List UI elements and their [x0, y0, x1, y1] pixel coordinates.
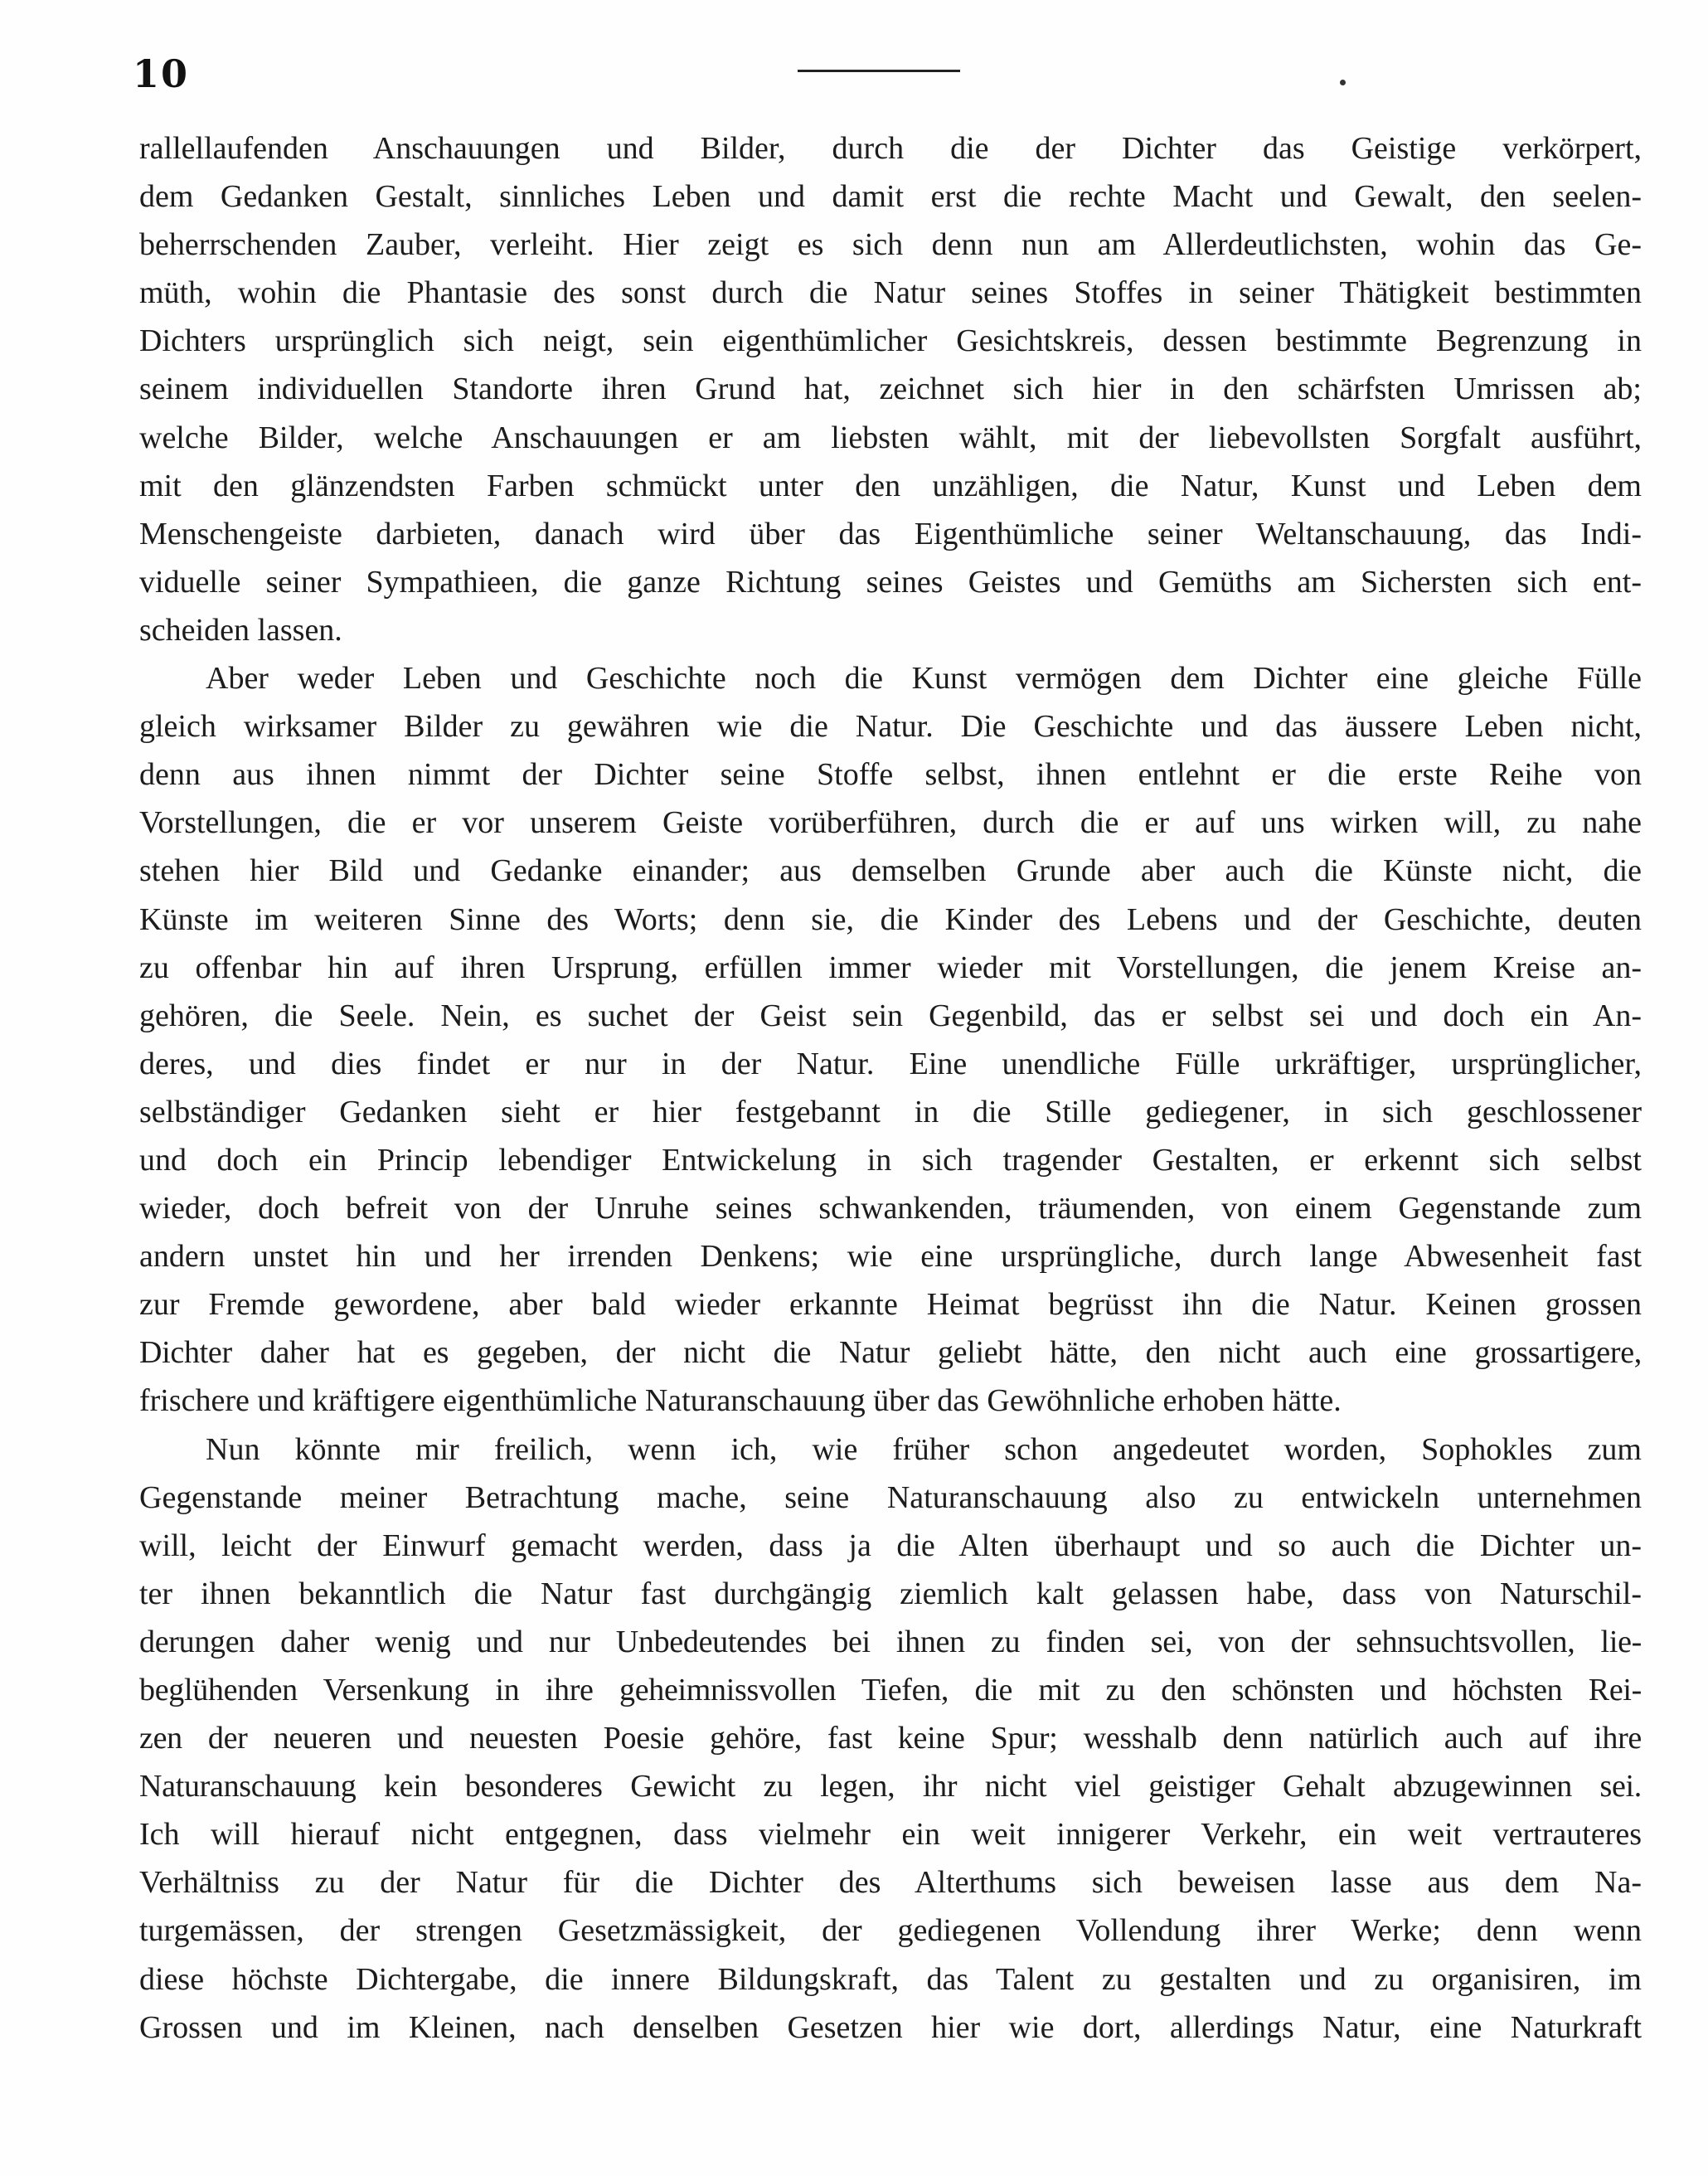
- text-line: stehen hier Bild und Gedanke einander; aus demselben Grunde aber auch die Künste nicht, die: [139, 853, 1642, 889]
- text-line: Künste im weiteren Sinne des Worts; denn sie, die Kinder des Lebens und der Geschichte, deuten: [139, 901, 1642, 937]
- text-line: scheiden lassen.: [139, 612, 342, 648]
- text-line: derungen daher wenig und nur Unbedeutendes bei ihnen zu finden sei, von der sehnsuchtsvollen, lie-: [139, 1624, 1642, 1659]
- text-line: will, leicht der Einwurf gemacht werden, dass ja die Alten überhaupt und so auch die Dichter un-: [139, 1528, 1642, 1563]
- text-line: Nun könnte mir freilich, wenn ich, wie früher schon angedeutet worden, Sophokles zum: [206, 1431, 1642, 1467]
- text-line: welche Bilder, welche Anschauungen er am liebsten wählt, mit der liebevollsten Sorgfalt ausführt,: [139, 420, 1642, 455]
- text-line: Ich will hierauf nicht entgegnen, dass vielmehr ein weit innigerer Verkehr, ein weit vertrauteres: [139, 1817, 1642, 1853]
- text-line: frischere und kräftigere eigenthümliche Naturanschauung über das Gewöhnliche erhoben hätte.: [139, 1383, 1342, 1419]
- text-line: mit den glänzendsten Farben schmückt unter den unzähligen, die Natur, Kunst und Leben dem: [139, 468, 1642, 503]
- text-line: deres, und dies findet er nur in der Natur. Eine unendliche Fülle urkräftiger, ursprünglicher,: [139, 1046, 1642, 1081]
- text-line: Verhältniss zu der Natur für die Dichter des Alterthums sich beweisen lasse aus dem Na-: [139, 1865, 1642, 1901]
- text-line: turgemässen, der strengen Gesetzmässigkeit, der gediegenen Vollendung ihrer Werke; denn wenn: [139, 1913, 1642, 1949]
- header-rule: [798, 70, 960, 72]
- text-line: Dichter daher hat es gegeben, der nicht die Natur geliebt hätte, den nicht auch eine grossartigere,: [139, 1335, 1642, 1371]
- text-line: zen der neueren und neuesten Poesie gehöre, fast keine Spur; wesshalb denn natürlich auch auf ihre: [139, 1721, 1642, 1756]
- text-line: viduelle seiner Sympathieen, die ganze Richtung seines Geistes und Gemüths am Sichersten sich ent-: [139, 564, 1642, 600]
- text-line: Aber weder Leben und Geschichte noch die Kunst vermögen dem Dichter eine gleiche Fülle: [206, 661, 1642, 697]
- text-line: beherrschenden Zauber, verleiht. Hier zeigt es sich denn nun am Allerdeutlichsten, wohin das Ge-: [139, 227, 1642, 263]
- text-line: Vorstellungen, die er vor unserem Geiste vorüberführen, durch die er auf uns wirken will, zu nahe: [139, 805, 1642, 841]
- text-line: seinem individuellen Standorte ihren Grund hat, zeichnet sich hier in den schärfsten Umrissen ab;: [139, 372, 1642, 407]
- text-line: gehören, die Seele. Nein, es suchet der Geist sein Gegenbild, das er selbst sei und doch ein An-: [139, 998, 1642, 1033]
- text-line: Naturanschauung kein besonderes Gewicht zu legen, ihr nicht viel geistiger Gehalt abzugewinnen sei.: [139, 1769, 1642, 1804]
- text-line: gleich wirksamer Bilder zu gewähren wie die Natur. Die Geschichte und das äussere Leben nicht,: [139, 709, 1642, 745]
- text-line: Gegenstande meiner Betrachtung mache, seine Naturanschauung also zu entwickeln unternehmen: [139, 1479, 1642, 1515]
- text-line: beglühenden Versenkung in ihre geheimnissvollen Tiefen, die mit zu den schönsten und höchsten Rei-: [139, 1673, 1642, 1707]
- text-line: zur Fremde gewordene, aber bald wieder erkannte Heimat begrüsst ihn die Natur. Keinen grossen: [139, 1287, 1642, 1323]
- text-line: Menschengeiste darbieten, danach wird über das Eigenthümliche seiner Weltanschauung, das Indi-: [139, 516, 1642, 551]
- text-line: und doch ein Princip lebendiger Entwickelung in sich tragender Gestalten, er erkennt sich selbst: [139, 1142, 1642, 1178]
- text-line: selbständiger Gedanken sieht er hier festgebannt in die Stille gediegener, in sich geschlossener: [139, 1094, 1642, 1129]
- text-line: rallellaufenden Anschauungen und Bilder, durch die der Dichter das Geistige verkörpert,: [139, 131, 1642, 166]
- text-line: müth, wohin die Phantasie des sonst durch die Natur seines Stoffes in seiner Thätigkeit bestimmten: [139, 275, 1642, 311]
- text-line: diese höchste Dichtergabe, die innere Bildungskraft, das Talent zu gestalten und zu organisiren, im: [139, 1961, 1642, 1997]
- text-line: ter ihnen bekanntlich die Natur fast durchgängig ziemlich kalt gelassen habe, dass von Naturschil-: [139, 1576, 1642, 1611]
- text-line: dem Gedanken Gestalt, sinnliches Leben und damit erst die rechte Macht und Gewalt, den seelen-: [139, 179, 1642, 215]
- header-dot: [1340, 80, 1346, 85]
- text-line: Grossen und im Kleinen, nach denselben Gesetzen hier wie dort, allerdings Natur, eine Naturkraft: [139, 2009, 1642, 2045]
- text-line: zu offenbar hin auf ihren Ursprung, erfüllen immer wieder mit Vorstellungen, die jenem Kreise an-: [139, 950, 1642, 985]
- text-line: Dichters ursprünglich sich neigt, sein eigenthümlicher Gesichtskreis, dessen bestimmte Begrenzung in: [139, 323, 1642, 359]
- text-line: denn aus ihnen nimmt der Dichter seine Stoffe selbst, ihnen entlehnt er die erste Reihe von: [139, 757, 1642, 793]
- text-line: andern unstet hin und her irrenden Denkens; wie eine ursprüngliche, durch lange Abwesenheit fast: [139, 1239, 1642, 1275]
- page-number: 10: [133, 51, 190, 96]
- text-line: wieder, doch befreit von der Unruhe seines schwankenden, träumenden, von einem Gegenstande zum: [139, 1191, 1642, 1226]
- body-text: [139, 124, 1642, 2052]
